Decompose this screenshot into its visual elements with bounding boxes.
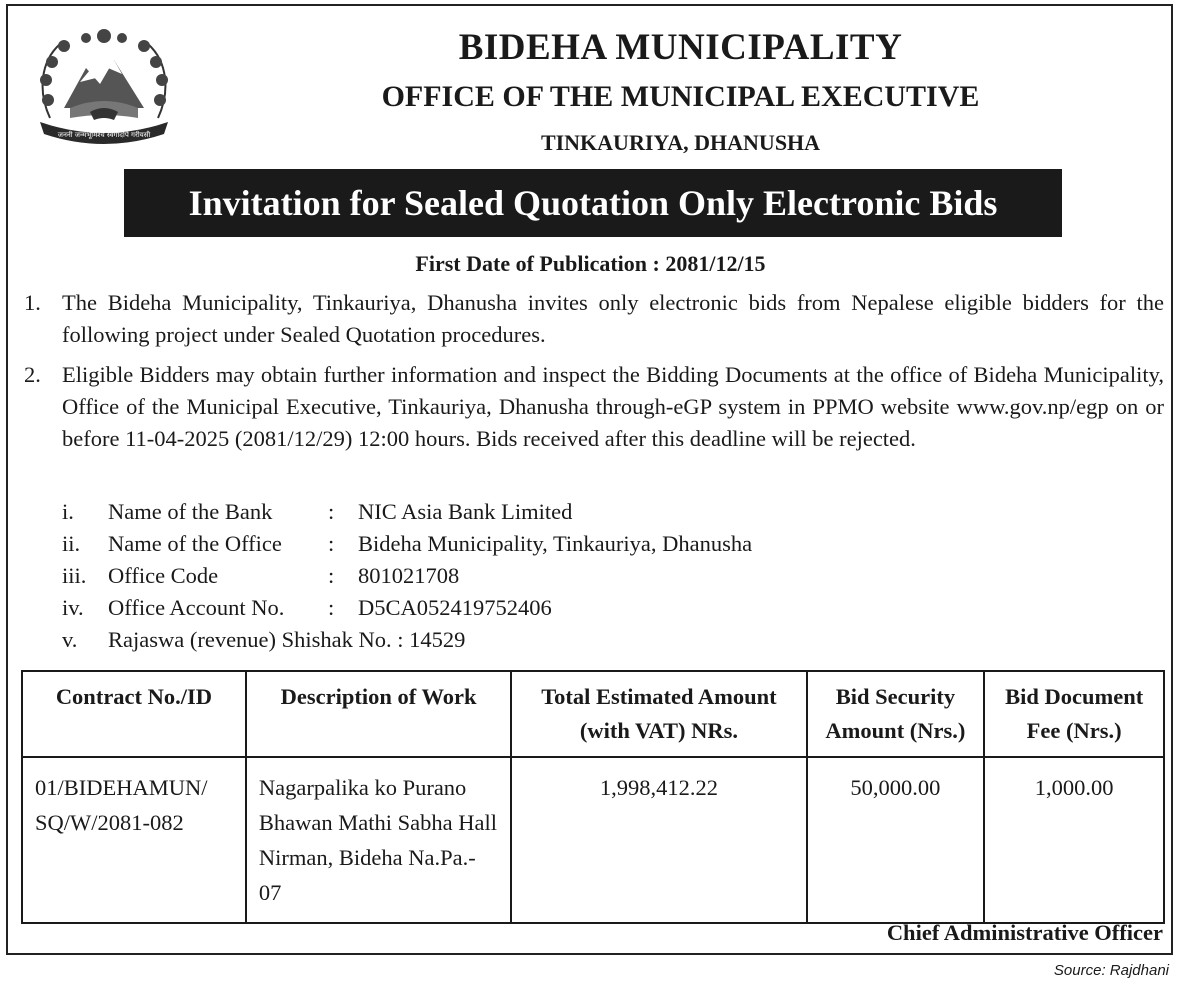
paragraph-text: Eligible Bidders may obtain further information and inspect the Bidding Documents at the office of Bideha Municipality, Office of the Municipal Executive, Tinkauriya, Dhanusha through-eGP system in PPMO website www.gov.np/egp on or before 11-04-2025 (2081/12/29) 12:00 hours. Bids received after this deadline will be rejected. — [62, 362, 1164, 451]
notice-banner: Invitation for Sealed Quotation Only Electronic Bids — [124, 169, 1062, 237]
item-value: 801021708 — [358, 563, 460, 588]
item-label: Rajaswa (revenue) Shishak No. : 14529 — [108, 627, 466, 652]
nepal-emblem-icon — [30, 22, 178, 154]
estimated-amount-cell: 1,998,412.22 — [511, 757, 806, 923]
item-label: Office Code — [108, 563, 219, 588]
municipality-title: BIDEHA MUNICIPALITY — [458, 27, 903, 68]
item-label: Name of the Office — [108, 531, 282, 556]
column-header: Total Estimated Amount (with VAT) NRs. — [511, 671, 806, 757]
table-row — [22, 757, 1164, 923]
contract-id-cell: 01/BIDEHAMUN/ SQ/W/2081-082 — [22, 757, 246, 923]
item-number: iv. — [62, 595, 84, 620]
column-header: Contract No./ID — [22, 671, 246, 757]
item-number: ii. — [62, 531, 81, 556]
item-colon: : — [328, 499, 335, 524]
item-number: i. — [62, 499, 74, 524]
publication-date: First Date of Publication : 2081/12/15 — [415, 251, 766, 276]
item-label: Name of the Bank — [108, 499, 273, 524]
paragraph-1 — [24, 287, 1164, 351]
source-credit: Source: Rajdhani — [1053, 962, 1169, 979]
item-number: iii. — [62, 563, 87, 588]
document-fee-cell: 1,000.00 — [984, 757, 1164, 923]
paragraph-2 — [24, 359, 1164, 455]
paragraph-number: 2. — [24, 362, 41, 387]
item-value: NIC Asia Bank Limited — [358, 499, 573, 524]
item-label: Office Account No. — [108, 595, 285, 620]
paragraph-number: 1. — [24, 290, 41, 315]
bid-security-cell: 50,000.00 — [807, 757, 985, 923]
table-header-row — [22, 671, 1164, 757]
item-value: D5CA052419752406 — [358, 595, 552, 620]
column-header: Bid Security Amount (Nrs.) — [807, 671, 985, 757]
emblem-motto: जननी जन्मभूमिश्च स्वर्गादपि गरीयसी — [57, 131, 151, 139]
item-colon: : — [328, 531, 335, 556]
office-title: OFFICE OF THE MUNICIPAL EXECUTIVE — [381, 80, 980, 113]
item-colon: : — [328, 563, 335, 588]
paragraph-text: The Bideha Municipality, Tinkauriya, Dhanusha invites only electronic bids from Nepalese eligible bidders for the following project under Sealed Quotation procedures. — [62, 290, 1164, 347]
column-header: Description of Work — [246, 671, 511, 757]
location-title: TINKAURIYA, DHANUSHA — [540, 130, 821, 155]
signatory: Chief Administrative Officer — [886, 920, 1163, 945]
item-value: Bideha Municipality, Tinkauriya, Dhanusha — [358, 531, 753, 556]
item-colon: : — [328, 595, 335, 620]
description-cell: Nagarpalika ko Purano Bhawan Mathi Sabha Hall Nirman, Bideha Na.Pa.- 07 — [246, 757, 511, 923]
item-number: v. — [62, 627, 78, 652]
bid-table — [21, 670, 1165, 924]
column-header: Bid Document Fee (Nrs.) — [984, 671, 1164, 757]
